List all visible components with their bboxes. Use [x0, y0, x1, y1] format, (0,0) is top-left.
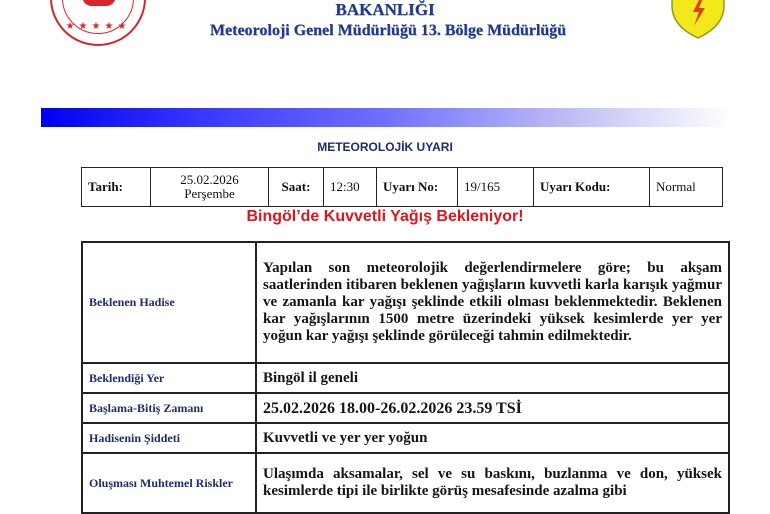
warning-meta-table — [81, 167, 723, 207]
time-value: 12:30 — [324, 168, 377, 207]
time-label: Saat: — [269, 168, 324, 207]
detail-value: Yapılan son meteorolojik değerlendirmelere göre; bu akşam saatlerinden itibaren beklenen yağışların kuvvetli karla karışık yağmur ve zamanla kar yağışı şeklinde etkili olması beklenmektedir. Beklenen kar yağışlarının 1500 metre üzerindeki yüksek kesimlerde yer yer yoğun kar yağışı şeklinde görüleceği tahmin edilmektedir. — [256, 242, 729, 363]
warning-details-table — [81, 241, 730, 514]
ministry-seal-icon — [50, 0, 146, 46]
detail-value: 25.02.2026 18.00-26.02.2026 23.59 TSİ — [256, 393, 729, 423]
ministry-title: BAKANLIĞI — [335, 0, 435, 19]
document-title: METEOROLOJİK UYARI — [317, 140, 453, 154]
date-label: Tarih: — [82, 168, 151, 207]
detail-row-expected-event — [82, 242, 729, 363]
warning-headline: Bingöl’de Kuvvetli Yağış Bekleniyor! — [246, 208, 524, 225]
detail-row-risks — [82, 453, 729, 513]
detail-value: Ulaşımda aksamalar, sel ve su baskını, buzlanma ve don, yüksek kesimlerde tipi ile birlikte görüş mesafesinde azalma gibi — [256, 453, 729, 513]
detail-row-severity — [82, 423, 729, 453]
detail-label: Başlama-Bitiş Zamanı — [82, 393, 256, 423]
detail-label: Beklendiği Yer — [82, 363, 256, 393]
date-value: 25.02.2026 — [180, 172, 239, 187]
detail-row-time-range — [82, 393, 729, 423]
office-title: Meteoroloji Genel Müdürlüğü 13. Bölge Müdürlüğü — [209, 22, 567, 39]
warning-code-value: Normal — [650, 168, 723, 207]
header-gradient-bar — [41, 108, 731, 127]
day-value: Perşembe — [184, 186, 235, 201]
detail-label: Oluşması Muhtemel Riskler — [82, 453, 256, 513]
detail-value: Kuvvetli ve yer yer yoğun — [256, 423, 729, 453]
detail-row-location — [82, 363, 729, 393]
detail-label: Hadisenin Şiddeti — [82, 423, 256, 453]
detail-value: Bingöl il geneli — [256, 363, 729, 393]
warning-no-value: 19/165 — [458, 168, 534, 207]
seal-stars: ★★★★★ — [65, 21, 131, 32]
warning-no-label: Uyarı No: — [377, 168, 458, 207]
meteorology-shield-icon — [668, 0, 728, 40]
detail-label: Beklenen Hadise — [82, 242, 256, 363]
warning-code-label: Uyarı Kodu: — [534, 168, 650, 207]
date-cell — [151, 168, 269, 207]
